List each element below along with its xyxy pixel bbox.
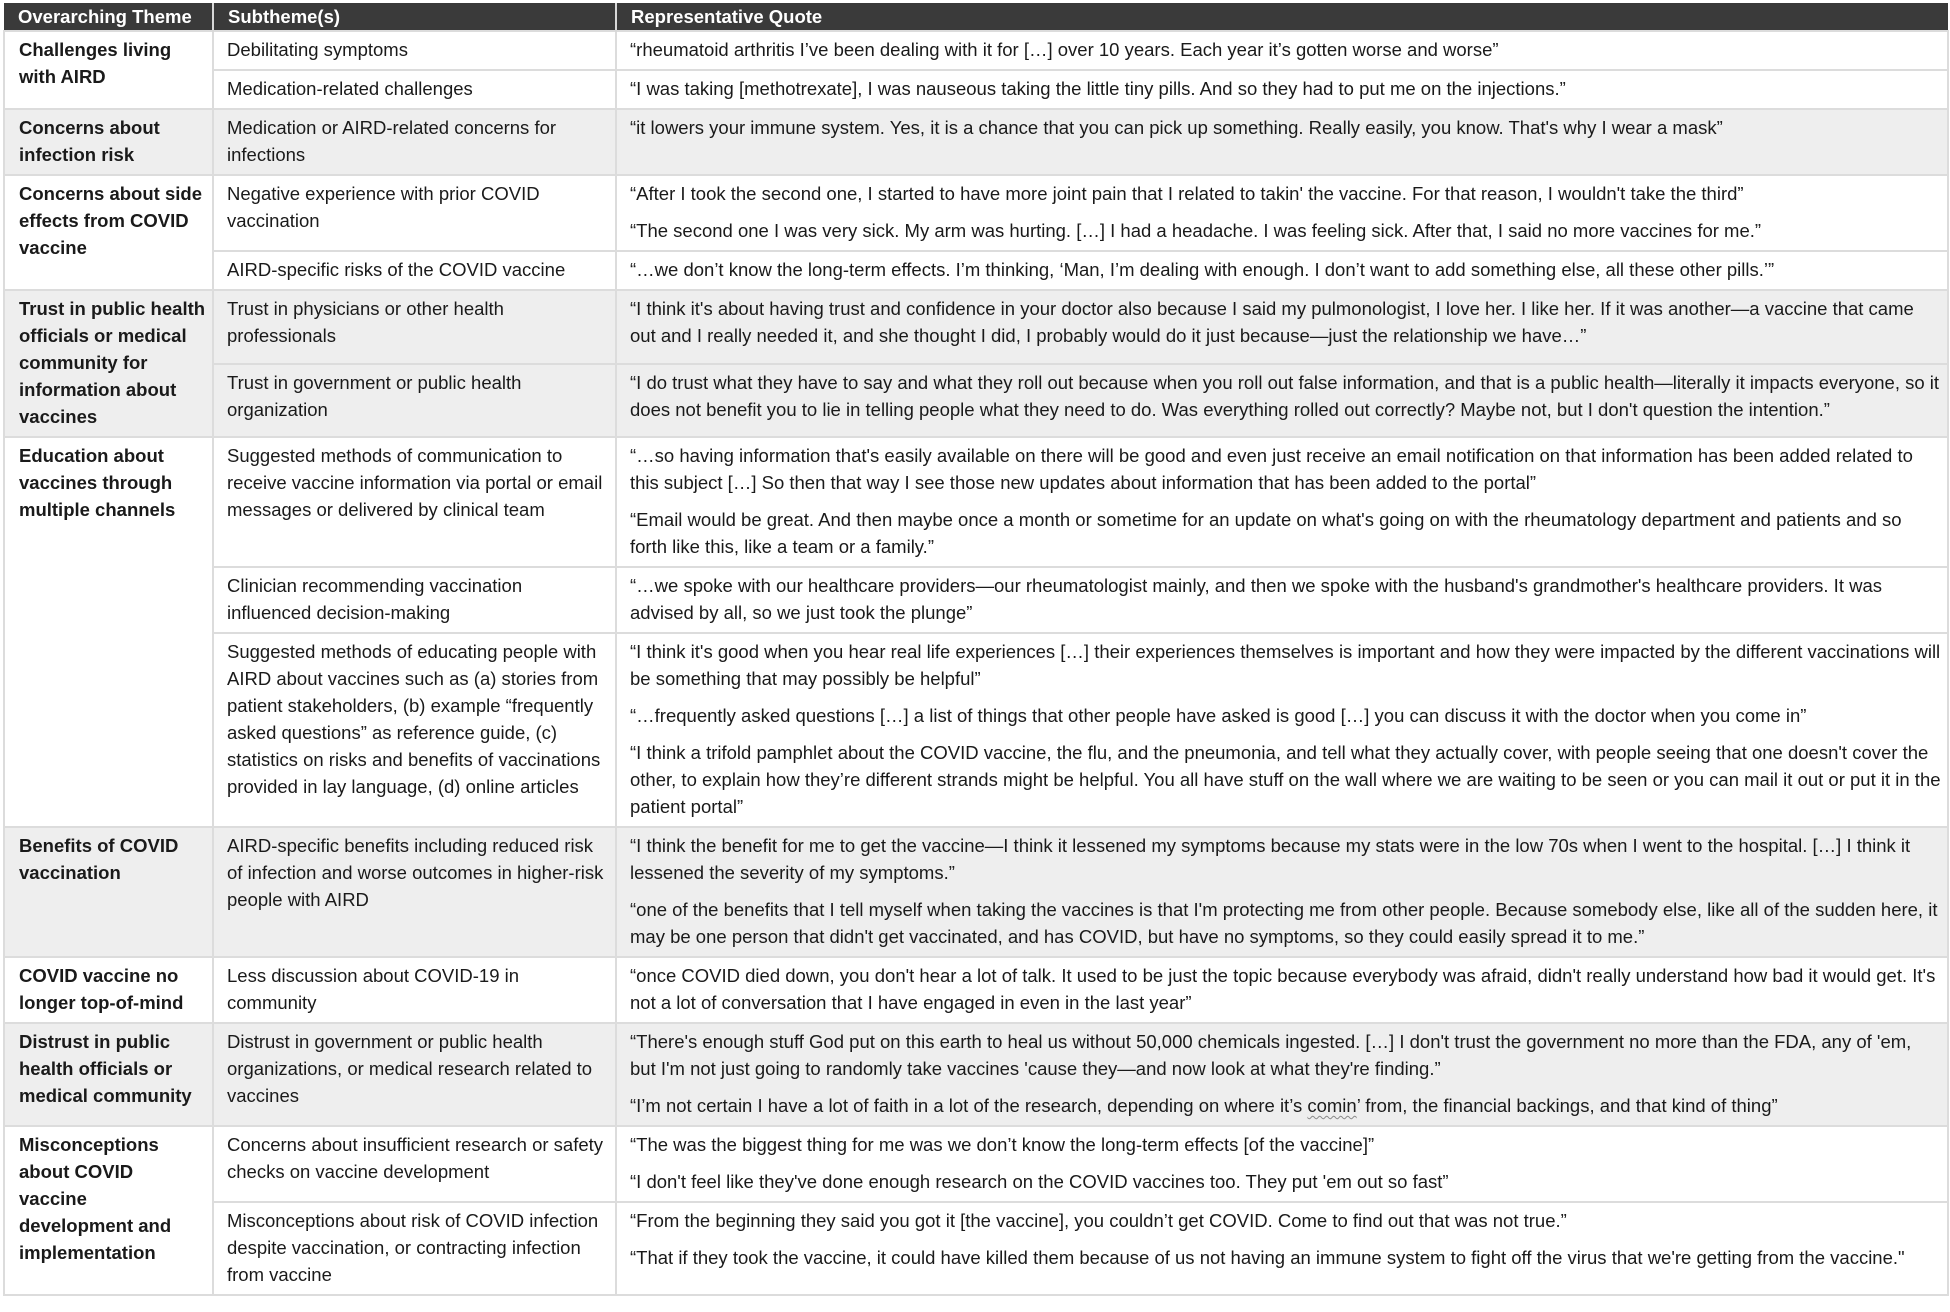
quote-cell [616,1202,1948,1295]
header-subthemes: Subtheme(s) [213,3,616,31]
subtheme-cell: Trust in physicians or other health professionals [213,290,616,364]
table-row [4,1023,1948,1126]
subtheme-cell: Less discussion about COVID-19 in community [213,957,616,1023]
representative-quote: “it lowers your immune system. Yes, it is a chance that you can pick up something. Really easily, you know. That's why I wear a mask” [630,117,1723,138]
quote-cell [616,1126,1948,1202]
representative-quote: “The second one I was very sick. My arm was hurting. […] I had a headache. I was feeling sick. After that, I said no more vaccines for me.” [630,220,1762,241]
representative-quote: “I’m not certain I have a lot of faith in a lot of the research, depending on where it’s comin’ from, the financial backings, and that kind of thing” [630,1095,1778,1116]
table-row [4,957,1948,1023]
overarching-theme-cell: Concerns about infection risk [4,109,213,175]
overarching-theme-cell: Distrust in public health officials or medical community [4,1023,213,1126]
subtheme-cell: Medication-related challenges [213,70,616,109]
quote-cell [616,437,1948,567]
representative-quote: “one of the benefits that I tell myself when taking the vaccines is that I'm protecting me from other people. Because somebody else, like all of the sudden here, it may be one person that didn't get vaccinated, and has COVID, but have no symptoms, so they could easily spread it to me.” [630,899,1938,947]
overarching-theme-cell: Education about vaccines through multiple channels [4,437,213,827]
table-row [4,1202,1948,1295]
subtheme-cell: Misconceptions about risk of COVID infection despite vaccination, or contracting infection from vaccine [213,1202,616,1295]
representative-quote: “once COVID died down, you don't hear a lot of talk. It used to be just the topic because everybody was afraid, didn't really understand how bad it would get. It's not a lot of conversation that I have engaged in even in the last year” [630,965,1936,1013]
representative-quote: “…frequently asked questions […] a list of things that other people have asked is good […] you can discuss it with the doctor when you come in” [630,705,1807,726]
quote-cell [616,251,1948,290]
representative-quote: “I think it's about having trust and confidence in your doctor also because I said my pulmonologist, I love her. I like her. If it was another—a vaccine that came out and I really needed it, and she thought I did, I probably would do it just because—just the relationship we have…” [630,298,1914,346]
subtheme-cell: Medication or AIRD-related concerns for infections [213,109,616,175]
overarching-theme-cell: Challenges living with AIRD [4,31,213,109]
quote-cell [616,957,1948,1023]
representative-quote: “rheumatoid arthritis I’ve been dealing with it for […] over 10 years. Each year it’s gotten worse and worse” [630,39,1499,60]
representative-quote: “I was taking [methotrexate], I was nauseous taking the little tiny pills. And so they had to put me on the injections.” [630,78,1566,99]
subtheme-cell: Trust in government or public health organization [213,364,616,438]
representative-quote: “After I took the second one, I started to have more joint pain that I related to takin' the vaccine. For that reason, I wouldn't take the third” [630,183,1744,204]
overarching-theme-cell: Concerns about side effects from COVID vaccine [4,175,213,290]
header-overarching-theme: Overarching Theme [4,3,213,31]
subtheme-cell: Negative experience with prior COVID vaccination [213,175,616,251]
table-row [4,290,1948,364]
table-row [4,1126,1948,1202]
representative-quote: “From the beginning they said you got it [the vaccine], you couldn’t get COVID. Come to find out that was not true.” [630,1210,1567,1231]
representative-quote: “I think a trifold pamphlet about the COVID vaccine, the flu, and the pneumonia, and tell what they actually cover, with people seeing that one doesn't cover the other, to explain how they’re different strands might be helpful. You all have stuff on the wall where we are waiting to be seen or you can mail it out or put it in the patient portal” [630,742,1941,817]
overarching-theme-cell: Trust in public health officials or medical community for information about vaccines [4,290,213,437]
table-row [4,251,1948,290]
representative-quote: “…so having information that's easily available on there will be good and even just receive an email notification on that information has been added related to this subject […] So then that way I see those new updates about information that has been added to the portal” [630,445,1913,493]
representative-quote: “…we spoke with our healthcare providers—our rheumatologist mainly, and then we spoke with the husband's grandmother's healthcare providers. It was advised by all, so we just took the plunge” [630,575,1883,623]
subtheme-cell: Concerns about insufficient research or safety checks on vaccine development [213,1126,616,1202]
table-row [4,567,1948,633]
quote-cell [616,827,1948,957]
table-row [4,633,1948,827]
representative-quote: “The was the biggest thing for me was we don’t know the long-term effects [of the vaccine]” [630,1134,1375,1155]
themes-table [3,3,1949,1296]
quote-cell [616,567,1948,633]
representative-quote: “I do trust what they have to say and what they roll out because when you roll out false information, and that is a public health—literally it impacts everyone, so it does not benefit you to lie in telling people what they need to do. Was everything rolled out correctly? Maybe not, but I don't question the intention.” [630,371,1940,420]
representative-quote: “I think the benefit for me to get the vaccine—I think it lessened my symptoms because my stats were in the low 70s when I went to the hospital. […] I think it lessened the severity of my symptoms.” [630,835,1911,883]
subtheme-cell: Suggested methods of educating people with AIRD about vaccines such as (a) stories from patient stakeholders, (b) example “frequently asked questions” as reference guide, (c) statistics on risks and benefits of vaccinations provided in lay language, (d) online articles [213,633,616,827]
representative-quote: “There's enough stuff God put on this earth to heal us without 50,000 chemicals ingested. […] I don't trust the government no more than the FDA, any of 'em, but I'm not just going to randomly take vaccines 'cause they—and now look at what they're finding.” [630,1031,1912,1079]
subtheme-cell: AIRD-specific benefits including reduced risk of infection and worse outcomes in higher-risk people with AIRD [213,827,616,957]
subtheme-cell: Clinician recommending vaccination influenced decision-making [213,567,616,633]
overarching-theme-cell: Benefits of COVID vaccination [4,827,213,957]
table-body [4,31,1948,1295]
table-row [4,175,1948,251]
spellcheck-flagged-word: comin [1307,1095,1357,1116]
table-row [4,437,1948,567]
quote-cell [616,290,1948,364]
representative-quote: “I don't feel like they've done enough research on the COVID vaccines too. They put 'em out so fast” [630,1171,1449,1192]
quote-cell [616,70,1948,109]
representative-quote: “That if they took the vaccine, it could have killed them because of us not having an immune system to fight off the virus that we're getting from the vaccine." [630,1247,1905,1268]
representative-quote: “…we don’t know the long-term effects. I’m thinking, ‘Man, I’m dealing with enough. I don’t want to add something else, all these other pills.’” [630,259,1775,280]
quote-cell [616,31,1948,70]
table-row [4,364,1948,438]
quote-cell [616,109,1948,175]
subtheme-cell: AIRD-specific risks of the COVID vaccine [213,251,616,290]
table-row [4,31,1948,70]
quote-cell [616,364,1948,438]
header-representative-quote: Representative Quote [616,3,1948,31]
quote-cell [616,175,1948,251]
quote-cell [616,1023,1948,1126]
table-row [4,109,1948,175]
overarching-theme-cell: Misconceptions about COVID vaccine development and implementation [4,1126,213,1295]
overarching-theme-cell: COVID vaccine no longer top-of-mind [4,957,213,1023]
subtheme-cell: Suggested methods of communication to receive vaccine information via portal or email messages or delivered by clinical team [213,437,616,567]
subtheme-cell: Distrust in government or public health organizations, or medical research related to vaccines [213,1023,616,1126]
header-row [4,3,1948,31]
representative-quote: “I think it's good when you hear real life experiences […] their experiences themselves is important and how they were impacted by the different vaccinations will be something that may possibly be helpful” [630,641,1941,689]
representative-quote: “Email would be great. And then maybe once a month or sometime for an update on what's going on with the rheumatology department and patients and so forth like this, like a team or a family.” [630,509,1902,557]
quote-cell [616,633,1948,827]
table-row [4,827,1948,957]
subtheme-cell: Debilitating symptoms [213,31,616,70]
table-row [4,70,1948,109]
